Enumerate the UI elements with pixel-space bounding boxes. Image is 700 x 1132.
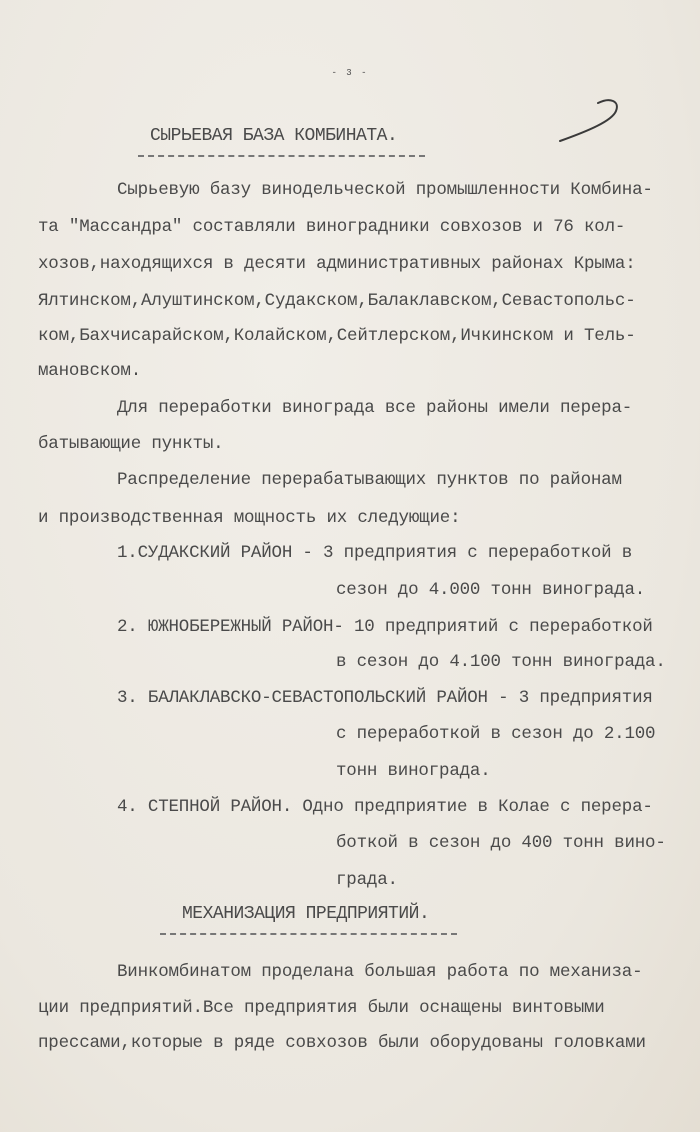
heading-underline [138, 155, 425, 157]
list-item-continuation: боткой в сезон до 400 тонн вино- [336, 833, 666, 853]
paragraph-line: ком,Бахчисарайском,Колайском,Сейтлерском,Ичкинском и Тель- [38, 326, 636, 346]
list-item-continuation: с переработкой в сезон до 2.100 [336, 724, 656, 744]
section-heading-mechanization: МЕХАНИЗАЦИЯ ПРЕДПРИЯТИЙ. [182, 904, 430, 924]
paragraph-line: батывающие пункты. [38, 434, 224, 454]
paragraph-line: хозов,находящихся в десяти административных районах Крыма: [38, 254, 636, 274]
list-item-first-line: 2. ЮЖНОБЕРЕЖНЫЙ РАЙОН- 10 предприятий с переработкой [117, 617, 653, 637]
list-item-continuation: в сезон до 4.100 тонн винограда. [336, 652, 666, 672]
list-item-continuation: града. [336, 870, 398, 890]
page-number: - 3 - [331, 68, 369, 78]
paragraph-line: Ялтинском,Алуштинском,Судакском,Балаклавском,Севастопольс- [38, 291, 636, 311]
list-item-first-line: 1.СУДАКСКИЙ РАЙОН - 3 предприятия с переработкой в [117, 543, 633, 563]
paragraph-line: Распределение перерабатывающих пунктов по районам [117, 470, 622, 490]
section-heading-raw-materials: СЫРЬЕВАЯ БАЗА КОМБИНАТА. [150, 126, 398, 146]
list-item-first-line: 3. БАЛАКЛАВСКО-СЕВАСТОПОЛЬСКИЙ РАЙОН - 3 предприятия [117, 688, 653, 708]
paragraph-line: Винкомбинатом проделана большая работа по механиза- [117, 962, 643, 982]
list-item-first-line: 4. СТЕПНОЙ РАЙОН. Одно предприятие в Колае с перера- [117, 797, 653, 817]
list-item-continuation: сезон до 4.000 тонн винограда. [336, 580, 646, 600]
paragraph-line: Сырьевую базу винодельческой промышленности Комбина- [117, 180, 653, 200]
heading-underline [160, 933, 457, 935]
paragraph-line: мановском. [38, 361, 142, 381]
paragraph-line: ции предприятий.Все предприятия были оснащены винтовыми [38, 998, 605, 1018]
paragraph-line: прессами,которые в ряде совхозов были оборудованы головками [38, 1033, 646, 1053]
paragraph-line: та "Массандра" составляли виноградники совхозов и 76 кол- [38, 217, 626, 237]
pencil-check-mark-icon [558, 95, 628, 145]
paragraph-line: Для переработки винограда все районы имели перера- [117, 398, 633, 418]
list-item-continuation: тонн винограда. [336, 761, 491, 781]
paragraph-line: и производственная мощность их следующие: [38, 508, 461, 528]
